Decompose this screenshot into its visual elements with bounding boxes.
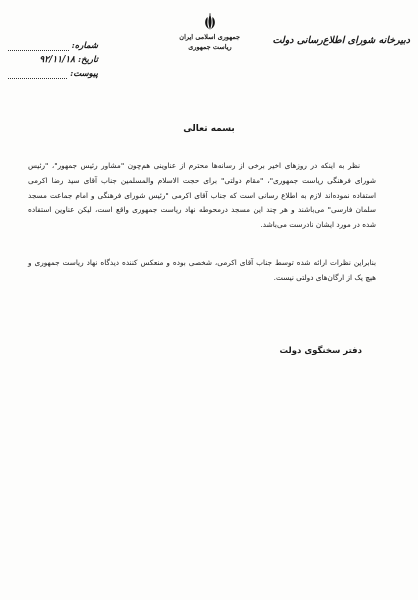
- secretariat-title: دبیرخانه شورای اطلاع‌رسانی دولت: [272, 35, 410, 46]
- date-value: ۹۲/۱۱/۱۸: [39, 55, 75, 65]
- signature-office: دفتر سخنگوی دولت: [279, 346, 362, 356]
- letter-meta: [8, 40, 98, 82]
- iran-emblem-icon: [200, 12, 220, 32]
- attachment-row: [8, 68, 98, 80]
- attachment-line: [8, 70, 67, 79]
- number-label: شماره:: [71, 41, 98, 51]
- date-row: [8, 54, 98, 66]
- emblem-caption-presidency: ریاست جمهوری: [188, 43, 232, 51]
- letter-paragraph-2: بنابراین نظرات ارائه شده توسط جناب آقای اکرمی، شخصی بوده و منعکس کننده دیدگاه نهاد ریاست جمهوری و هیچ یک از ارگان‌های دولتی نیست.: [28, 258, 376, 282]
- number-row: [8, 40, 98, 52]
- emblem-block: [180, 12, 240, 52]
- invocation-heading: بسمه تعالی: [183, 124, 235, 134]
- letter-paragraph-1: نظر به اینکه در روزهای اخیر برخی از رسانه‌ها محترم از عناوینی هم‌چون "مشاور رئیس جمهور"، "رئیس شورای فرهنگی ریاست جمهوری"، "مقام دولتی" برای حجت الاسلام والمسلمین جناب آقای سید رضا اکرمی استفاده نموده‌اند لازم به اطلاع رسانی است که جناب آقای اکرمی "رئیس شورای فرهنگی و امام جماعت مسجد سلمان فارسی" می‌باشند و هر چند این مسجد درمحوطه نهاد ریاست جمهوری واقع است، لیکن عناوین استفاده شده در مورد ایشان نادرست می‌باشد.: [28, 161, 376, 230]
- attachment-label: پیوست:: [70, 69, 98, 79]
- number-line: [8, 42, 69, 51]
- date-label: تاریخ:: [77, 55, 98, 65]
- emblem-caption-country: جمهوری اسلامی ایران: [179, 33, 240, 41]
- letterhead: [0, 10, 418, 80]
